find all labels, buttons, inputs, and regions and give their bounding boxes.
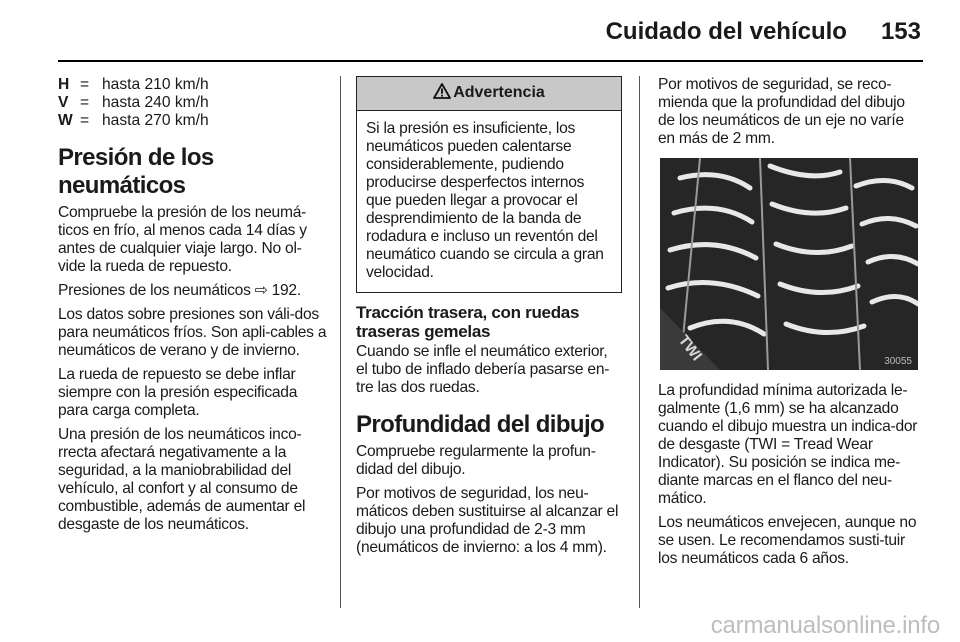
speed-table [58,76,328,130]
watermark: carmanualsonline.info [710,612,940,639]
section-title: Cuidado del vehículo [605,18,847,45]
speed-row [58,76,328,94]
paragraph: La rueda de repuesto se debe inflar siempre con la presión especificada para carga completa. [58,366,298,419]
figure-number: 30055 [884,356,912,367]
warning-title: Advertencia [453,84,545,101]
speed-code: V [58,94,69,111]
subheading-twin-rear-wheels: Tracción trasera, con ruedas traseras gemelas [356,303,580,341]
warning-text: Si la presión es insuficiente, los neumáticos pueden calentarse considerablemente, pudiendo producirse desperfectos internos que pueden llegar a provocar el desprendimiento de la banda de rodadura e incluso un reventón del neumático cuando se circula a gran velocidad. [366,120,604,281]
paragraph-pressure-reference[interactable]: Presiones de los neumáticos ⇨ 192. [58,282,301,299]
speed-equals: = [80,94,90,111]
paragraph: Por motivos de seguridad, los neu-máticos deben sustituirse al alcanzar el dibujo una profundidad de 2-3 mm (neumáticos de invierno: a los 4 mm). [356,485,619,556]
header-rule [58,60,923,62]
paragraph: Los datos sobre presiones son váli-dos para neumáticos fríos. Son apli-cables a neumáticos de verano y de invierno. [58,306,327,359]
speed-value: hasta 240 km/h [102,94,209,111]
paragraph: Compruebe regularmente la profun-didad del dibujo. [356,443,596,478]
paragraph: Los neumáticos envejecen, aunque no se usen. Le recomendamos susti-tuir los neumáticos cada 6 años. [658,514,917,567]
paragraph: Cuando se infle el neumático exterior, el tubo de inflado debería pasarse en-tre las dos ruedas. [356,343,610,396]
page-number: 153 [880,18,921,45]
tire-tread-illustration [660,158,918,370]
page-header [0,18,921,46]
paragraph: Una presión de los neumáticos inco-rrecta afectará negativamente a la seguridad, a la maniobrabilidad del vehículo, al confort y al consumo de combustible, además de aumentar el desgaste de los neumáticos. [58,426,306,533]
heading-tire-pressure: Presión de los neumáticos [58,144,214,199]
column-1 [58,76,328,540]
speed-value: hasta 210 km/h [102,76,209,93]
speed-value: hasta 270 km/h [102,112,209,129]
speed-code: W [58,112,73,129]
speed-row [58,94,328,112]
warning-box [356,76,622,293]
paragraph: Compruebe la presión de los neumá-ticos en frío, al menos cada 14 días y antes de cualquier viaje largo. No ol-vide la rueda de repuesto. [58,204,307,275]
speed-equals: = [80,112,90,129]
tread-wear-indicator-label: TWI [674,331,706,365]
tire-tread-figure [660,158,918,370]
paragraph: La profundidad mínima autorizada le-galmente (1,6 mm) se ha alcanzado cuando el dibujo muestra un indica-dor de desgaste (TWI = Tread Wear Indicator). Su posición se indica me-diante marcas en el flanco del neu-mático. [658,382,918,507]
warning-triangle-icon [433,83,451,99]
speed-equals: = [80,76,90,93]
paragraph: Por motivos de seguridad, se reco-mienda que la profundidad del dibujo de los neumáticos de un eje no varíe en más de 2 mm. [658,76,905,147]
speed-code: H [58,76,70,93]
column-3 [658,76,922,574]
warning-header [357,77,621,111]
heading-tread-depth: Profundidad del dibujo [356,411,605,438]
speed-row [58,112,328,130]
column-divider [340,76,341,608]
column-divider [639,76,640,608]
column-2 [356,76,622,563]
